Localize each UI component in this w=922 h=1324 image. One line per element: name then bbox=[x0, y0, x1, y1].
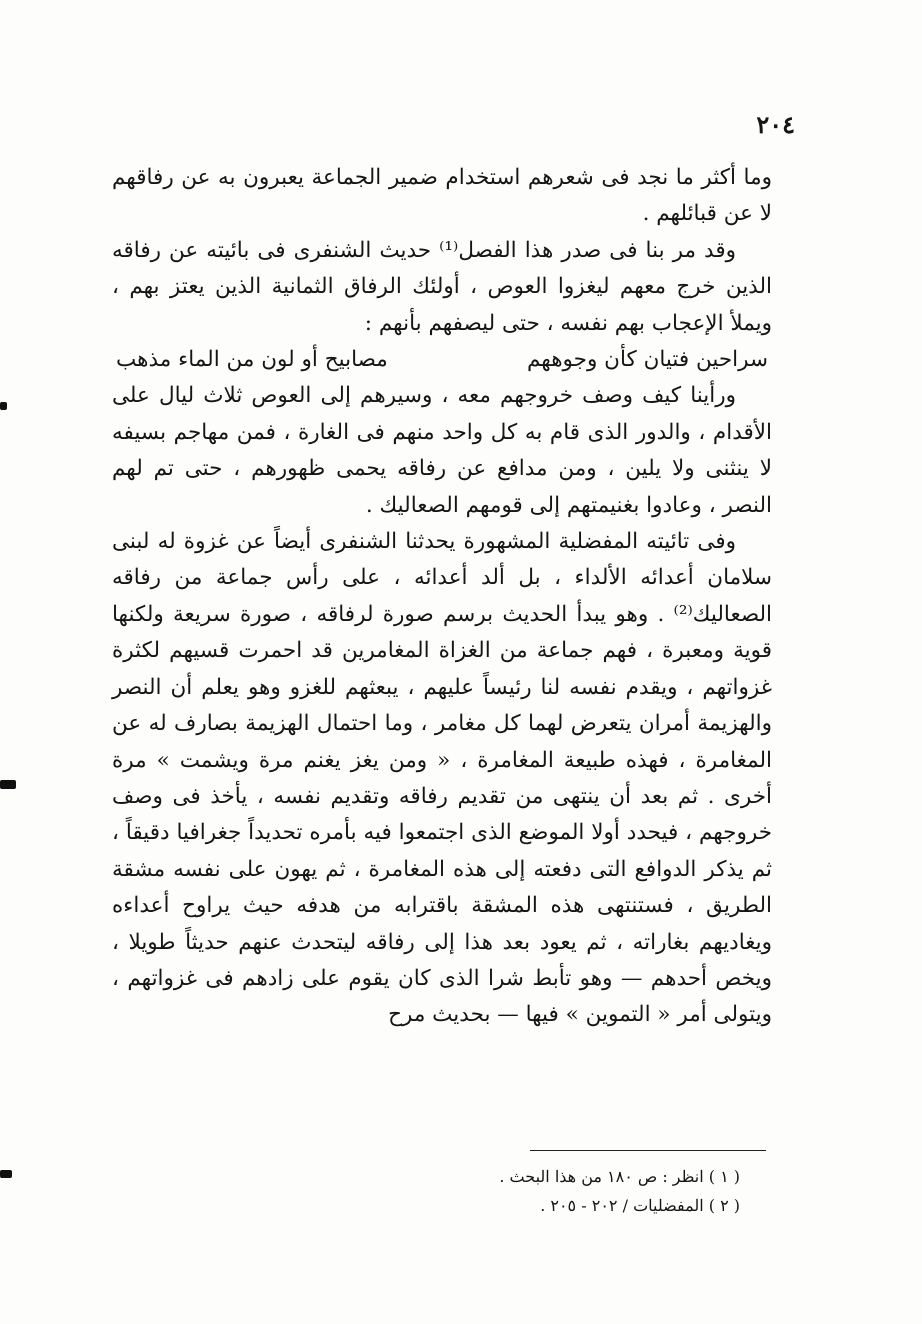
poetry-verse bbox=[112, 342, 772, 378]
footnote-divider bbox=[530, 1150, 766, 1151]
paragraph-3: ورأينا كيف وصف خروجهم معه ، وسيرهم إلى العوص ثلاث ليال على الأقدام ، والدور الذى قام به كل واحد منهم فى الغارة ، فمن مهاجم بسيفه لا ينثنى ولا يلين ، ومن مدافع عن رفاقه يحمى ظهورهم ، حتى تم لهم النصر ، وعادوا بغنيمتهم إلى قومهم الصعاليك . bbox=[112, 383, 772, 518]
page-number: ٢٠٤ bbox=[756, 110, 795, 139]
verse-first-hemistich: سراحين فتيان كأن وجوههم bbox=[526, 347, 768, 373]
footnotes bbox=[200, 1162, 740, 1220]
paragraph-1: وما أكثر ما نجد فى شعرهم استخدام ضمير الجماعة يعبرون به عن رفاقهم لا عن قبائلهم . bbox=[112, 165, 772, 227]
verse-second-hemistich: مصابيح أو لون من الماء مذهب bbox=[116, 347, 388, 373]
scan-mark bbox=[0, 780, 16, 789]
paragraph-2: وقد مر بنا فى صدر هذا الفصل⁽¹⁾ حديث الشنفرى فى بائيته عن رفاقه الذين خرج معهم ليغزوا العوص ، أولئك الرفاق الثمانية الذين يعتز بهم ، ويملأ الإعجاب بهم نفسه ، حتى ليصفهم بأنهم : bbox=[112, 237, 772, 336]
paragraph-4: وفى تائيته المفضلية المشهورة يحدثنا الشنفرى أيضاً عن غزوة له لبنى سلامان أعدائه الألداء ، بل ألد أعدائه ، على رأس جماعة من رفاقه الصعاليك⁽²⁾ . وهو يبدأ الحديث برسم صورة لرفاقه ، صورة سريعة ولكنها قوية ومعبرة ، فهم جماعة من الغزاة المغامرين قد احمرت قسيهم لكثرة غزواتهم ، ويقدم نفسه لنا رئيساً عليهم ، يبعثهم للغزو وهو يعلم أن النصر والهزيمة أمران يتعرض لهما كل مغامر ، وما احتمال الهزيمة بصارف له عن المغامرة ، فهذه طبيعة المغامرة ، « ومن يغز يغنم مرة ويشمت » مرة أخرى . ثم بعد أن ينتهى من تقديم رفاقه وتقديم نفسه ، يأخذ فى وصف خروجهم ، فيحدد أولا الموضع الذى اجتمعوا فيه بأمره تحديداً جغرافيا دقيقاً ، ثم يذكر الدوافع التى دفعته إلى هذه المغامرة ، ثم يهون على نفسه مشقة الطريق ، فستنتهى هذه المشقة باقترابه من هدفه حيث يراوح أعداءه ويغاديهم بغاراته ، ثم يعود بعد هذا إلى رفاقه ليتحدث عنهم حديثاً طويلا ، ويخص أحدهم — وهو تأبط شرا الذى كان يقوم على زادهم فى غزواتهم ، ويتولى أمر « التموين » فيها — بحديث مرح bbox=[112, 529, 772, 1028]
scan-mark bbox=[0, 1170, 12, 1178]
footnote-1: ( ١ ) انظر : ص ١٨٠ من هذا البحث . bbox=[499, 1167, 740, 1186]
scan-mark bbox=[0, 402, 7, 410]
footnote-2: ( ٢ ) المفضليات / ٢٠٢ - ٢٠٥ . bbox=[540, 1196, 740, 1215]
main-text bbox=[112, 160, 772, 1034]
